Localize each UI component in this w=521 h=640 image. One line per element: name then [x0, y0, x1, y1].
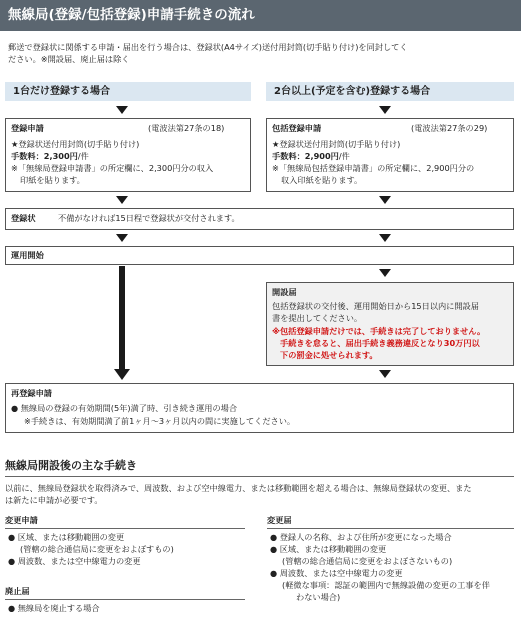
fee-label: 手数料： — [272, 151, 305, 161]
certificate-note: 不備がなければ15日程で登録状が交付されます。 — [58, 213, 240, 223]
list-item: ● 周波数、または空中線電力の変更 — [270, 568, 403, 578]
list-item: ● 登録人の名称、および住所が変更になった場合 — [270, 532, 452, 542]
warning-line-3: 下の罰金に処せられます。 — [280, 350, 378, 360]
page-title: 無線局(登録/包括登録)申請手続きの流れ — [8, 7, 255, 23]
arrow-down-icon — [379, 234, 391, 242]
fee-line — [272, 151, 350, 163]
box-title: 包括登録申請 — [272, 123, 322, 133]
change-application-title: 変更申請 — [5, 515, 38, 525]
stamp-note-2: 収入印紙を貼ります。 — [281, 175, 363, 185]
fee-line — [11, 151, 89, 163]
section-intro-1: 以前に、無線局登録状を取得済みで、周波数、および空中線電力、または移動範囲を超える場合は、無線局登録状の変更、また — [5, 483, 472, 493]
renewal-note-2: ※手続きは、有効期間満了前1ヶ月〜3ヶ月以内の間に実施してください。 — [24, 416, 296, 426]
bulk-registration-application-box — [266, 118, 514, 192]
opening-note-2: 書を提出してください。 — [272, 313, 363, 323]
list-item: ● 無線局を廃止する場合 — [8, 603, 100, 613]
warning-line-2: 手続きを怠ると、届出手続き義務違反となり30万円以 — [280, 338, 480, 348]
stamp-note-1: ※「無線局包括登録申請書」の所定欄に、2,900円分の — [272, 163, 475, 173]
subsection-divider — [5, 599, 245, 600]
fee-label: 手数料： — [11, 151, 44, 161]
box-title: 開設届 — [272, 287, 297, 297]
opening-note-1: 包括登録状の交付後、運用開始日から15日以内に開設届 — [272, 301, 479, 311]
stamp-note-2: 印紙を貼ります。 — [20, 175, 85, 185]
arrow-down-icon — [379, 196, 391, 204]
right-header — [266, 82, 514, 101]
envelope-note: ★登録状送付用封筒(切手貼り付け) — [272, 139, 401, 149]
fee-value: 2,900円 — [304, 151, 339, 161]
arrow-down-icon — [116, 196, 128, 204]
left-header — [5, 82, 251, 101]
abolition-title: 廃止届 — [5, 586, 30, 596]
change-notification-title: 変更届 — [267, 515, 292, 525]
right-header-label: 2台以上(予定を含む)登録する場合 — [274, 86, 431, 97]
warning-line-1: ※包括登録申請だけでは、手続きは完了しておりません。 — [272, 326, 486, 336]
fee-unit: /件 — [77, 151, 89, 161]
box-title: 運用開始 — [11, 250, 44, 260]
arrow-down-icon — [116, 106, 128, 114]
section-intro-2: は新たに申請が必要です。 — [5, 495, 103, 505]
registration-certificate-box — [5, 208, 514, 230]
subsection-divider — [5, 528, 245, 529]
box-title: 再登録申請 — [11, 388, 52, 398]
arrow-shaft — [119, 266, 125, 370]
opening-notification-box — [266, 282, 514, 366]
list-item: (管轄の総合通信局に変更をおよぼすもの) — [20, 544, 174, 554]
list-item: (軽微な事項：認証の範囲内で無線設備の変更の工事を伴 — [282, 580, 490, 590]
section-title: 無線局開設後の主な手続き — [5, 459, 137, 472]
list-item: ● 区域、または移動範囲の変更 — [8, 532, 125, 542]
list-item: ● 区域、または移動範囲の変更 — [270, 544, 387, 554]
intro-line-1: 郵送で登録状に関係する申請・届出を行う場合は、登録状(A4サイズ)送付用封筒(切手貼り付け)を同封してく — [8, 42, 408, 52]
arrow-down-icon — [116, 234, 128, 242]
law-reference: (電波法第27条の29) — [411, 123, 488, 133]
list-item: ● 周波数、または空中線電力の変更 — [8, 556, 141, 566]
arrow-down-icon — [379, 370, 391, 378]
list-item: (管轄の総合通信局に変更をおよぼさないもの) — [282, 556, 453, 566]
left-header-label: 1台だけ登録する場合 — [13, 86, 110, 97]
fee-value: 2,300円 — [43, 151, 78, 161]
subsection-divider — [267, 528, 514, 529]
renewal-note-1: ● 無線局の登録の有効期間(5年)満了時、引き続き運用の場合 — [11, 403, 238, 413]
law-reference: (電波法第27条の18) — [148, 123, 225, 133]
arrow-down-icon — [379, 269, 391, 277]
box-title: 登録状 — [11, 213, 36, 223]
arrow-down-icon — [379, 106, 391, 114]
operation-start-box — [5, 246, 514, 265]
list-item: わない場合) — [296, 592, 341, 602]
box-title: 登録申請 — [11, 123, 44, 133]
registration-application-box — [5, 118, 251, 192]
stamp-note-1: ※「無線局登録申請書」の所定欄に、2,300円分の収入 — [11, 163, 214, 173]
envelope-note: ★登録状送付用封筒(切手貼り付け) — [11, 139, 140, 149]
re-registration-box — [5, 383, 514, 433]
intro-line-2: ださい。※開設届、廃止届は除く — [8, 54, 130, 64]
fee-unit: /件 — [338, 151, 350, 161]
section-divider — [5, 476, 514, 477]
arrow-down-icon — [114, 369, 130, 380]
